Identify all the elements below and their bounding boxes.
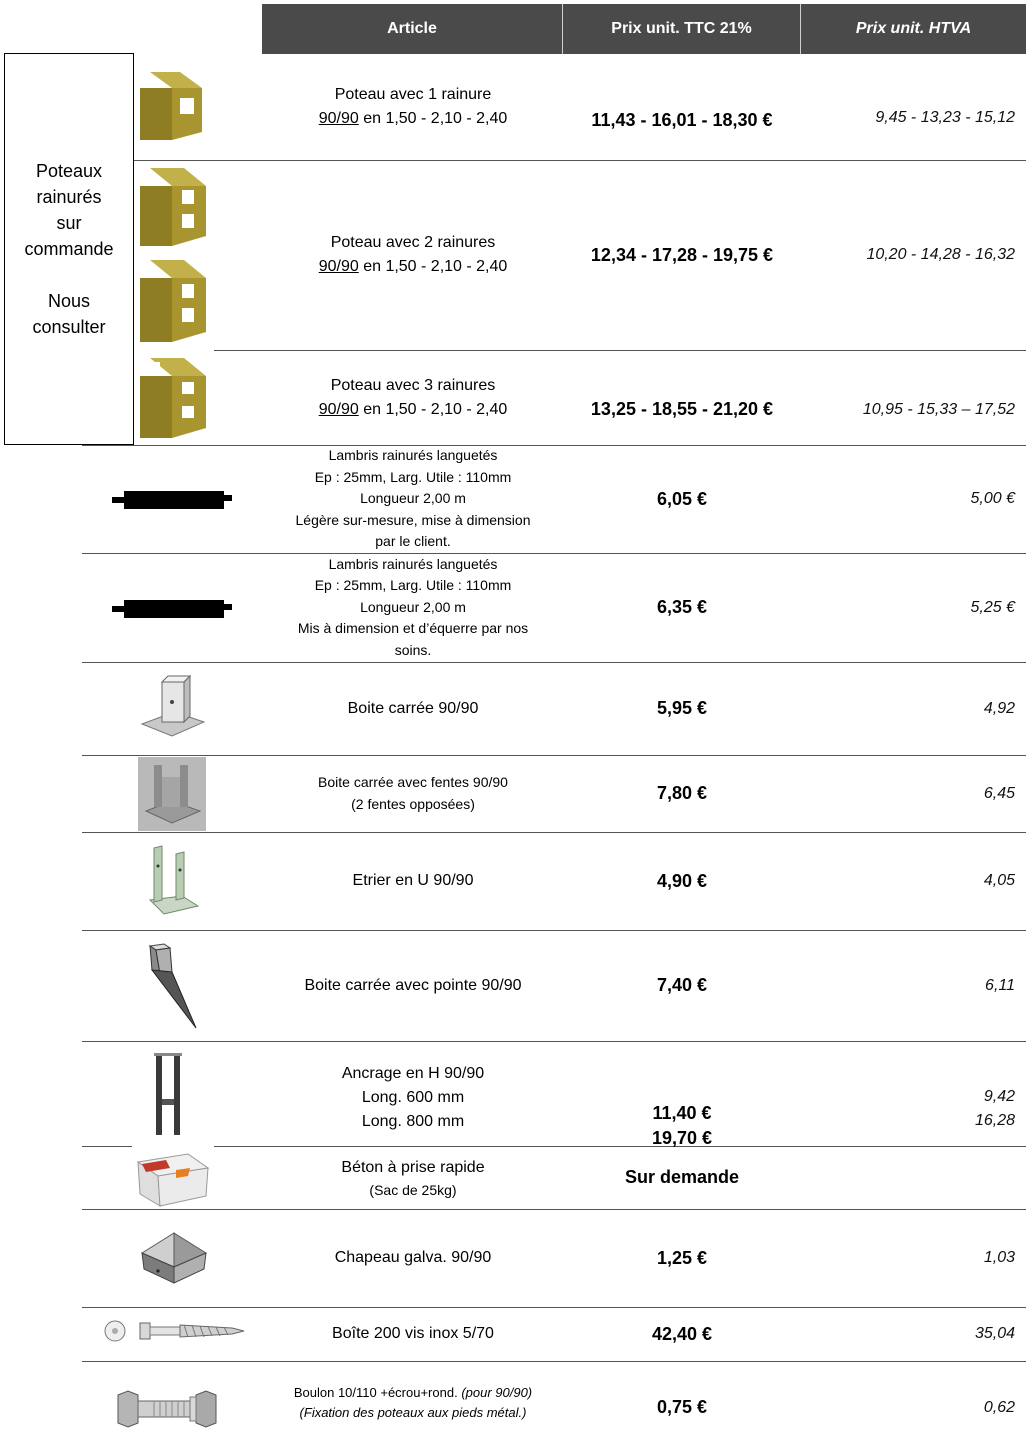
sidebox-line: Nous — [47, 291, 91, 311]
table-row — [0, 1146, 1033, 1209]
table-row — [0, 54, 1033, 160]
sidebox-line: rainurés — [36, 187, 102, 207]
h-anchor-icon — [148, 1051, 188, 1137]
sidebox-line: consulter — [32, 317, 106, 337]
header-price-htva: Prix unit. HTVA — [855, 20, 972, 37]
square-post-base-icon — [138, 672, 208, 742]
article-line: Lambris rainurés languetés — [328, 555, 498, 572]
price-htva: 1,03 — [983, 1249, 1015, 1266]
article-line: Ep : 25mm, Larg. Utile : 110mm — [314, 577, 512, 594]
price-ttc: 19,70 € — [651, 1128, 713, 1148]
price-htva: 9,42 — [983, 1088, 1015, 1105]
u-bracket-icon — [142, 840, 202, 922]
article-lengths: en 1,50 - 2,10 - 2,40 — [358, 110, 508, 127]
article-line: Long. 800 mm — [361, 1112, 465, 1130]
article-title: Béton à prise rapide — [341, 1158, 485, 1176]
price-htva: 5,25 € — [970, 598, 1015, 616]
tongue-groove-board-icon — [110, 596, 234, 622]
price-ttc: 1,25 € — [656, 1247, 708, 1268]
table-row — [0, 1361, 1033, 1454]
table-row — [0, 662, 1033, 755]
price-ttc: 6,05 € — [656, 488, 708, 509]
article-line: soins. — [394, 641, 432, 658]
article-line: Long. 600 mm — [361, 1088, 465, 1106]
header-article: Article — [262, 4, 563, 54]
sidebox-line: Poteaux — [35, 161, 103, 181]
article-line: Ep : 25mm, Larg. Utile : 110mm — [314, 468, 512, 485]
article-line: Légère sur-mesure, mise à dimension — [295, 511, 531, 528]
wood-post-2-grooves-icon — [136, 256, 212, 346]
table-row — [0, 1041, 1033, 1146]
article-line: Longueur 2,00 m — [360, 598, 466, 615]
table-row — [0, 1307, 1033, 1361]
article-title: Boîte 200 vis inox 5/70 — [332, 1325, 494, 1342]
price-ttc: 7,40 € — [656, 975, 708, 995]
article-title: Chapeau galva. 90/90 — [334, 1249, 492, 1266]
wood-post-2-grooves-icon — [136, 164, 212, 250]
slotted-post-base-icon — [138, 757, 206, 831]
price-htva: 9,45 - 13,23 - 15,12 — [875, 109, 1015, 126]
price-ttc: 13,25 - 18,55 - 21,20 € — [590, 399, 774, 419]
article-title: Poteau avec 1 rainure — [334, 86, 492, 103]
article-dim: 90/90 — [318, 258, 359, 275]
article-title: Etrier en U 90/90 — [352, 872, 474, 889]
table-row — [0, 553, 1033, 662]
bolt-icon — [114, 1387, 230, 1431]
price-htva: 0,62 — [983, 1398, 1015, 1416]
price-htva: 16,28 — [974, 1112, 1015, 1129]
wood-post-1-groove-icon — [136, 68, 208, 144]
price-ttc: Sur demande — [624, 1167, 740, 1187]
ground-spike-icon — [144, 940, 204, 1032]
article-lengths: en 1,50 - 2,10 - 2,40 — [358, 400, 508, 418]
article-note: (pour 90/90) — [461, 1384, 533, 1400]
article-sub: (Sac de 25kg) — [369, 1181, 457, 1198]
article-title: Poteau avec 2 rainures — [330, 234, 496, 251]
price-htva: 4,05 — [983, 872, 1015, 889]
price-ttc: 7,80 € — [656, 783, 708, 803]
article-line: par le client. — [375, 533, 451, 550]
article-dim: 90/90 — [318, 110, 359, 127]
article-title: Boite carrée avec pointe 90/90 — [304, 976, 522, 994]
article-lengths: en 1,50 - 2,10 - 2,40 — [358, 258, 508, 275]
price-htva: 4,92 — [983, 699, 1015, 717]
price-ttc: 42,40 € — [651, 1323, 713, 1344]
table-row — [0, 445, 1033, 553]
price-ttc: 6,35 € — [656, 597, 708, 617]
price-htva: 10,95 - 15,33 – 17,52 — [862, 400, 1015, 418]
sidebox-line: sur — [56, 213, 82, 233]
table-row — [0, 1209, 1033, 1307]
post-cap-icon — [138, 1227, 210, 1289]
price-ttc: 11,40 € — [652, 1103, 712, 1123]
table-row — [0, 832, 1033, 930]
article-title: Ancrage en H 90/90 — [341, 1064, 485, 1082]
article-title: Poteau avec 3 rainures — [330, 376, 496, 394]
wood-post-3-grooves-icon — [136, 354, 212, 442]
screw-icon — [102, 1319, 246, 1345]
price-htva: 35,04 — [974, 1325, 1015, 1342]
article-title: Boulon 10/110 +écrou+rond. — [293, 1384, 462, 1400]
tongue-groove-board-icon — [110, 487, 234, 513]
price-ttc: 0,75 € — [656, 1397, 708, 1417]
article-line: Mis à dimension et d’équerre par nos — [297, 620, 529, 637]
price-htva: 10,20 - 14,28 - 16,32 — [866, 246, 1015, 263]
article-sub: (Fixation des poteaux aux pieds métal.) — [299, 1404, 527, 1420]
concrete-bag-icon — [132, 1146, 214, 1209]
price-ttc: 5,95 € — [656, 698, 708, 718]
price-htva: 5,00 € — [970, 490, 1015, 507]
article-dim: 90/90 — [318, 400, 359, 418]
table-row — [0, 350, 1033, 445]
price-htva: 6,11 — [985, 976, 1015, 994]
article-title: Boite carrée 90/90 — [347, 699, 479, 717]
article-line: (2 fentes opposées) — [351, 795, 475, 812]
header-price-ttc: Prix unit. TTC 21% — [563, 4, 801, 54]
price-ttc: 12,34 - 17,28 - 19,75 € — [590, 244, 774, 265]
article-line: Boite carrée avec fentes 90/90 — [318, 774, 508, 790]
price-htva: 6,45 — [983, 784, 1015, 802]
table-header — [262, 4, 1026, 54]
article-line: Lambris rainurés languetés — [328, 447, 498, 464]
price-ttc: 11,43 - 16,01 - 18,30 € — [591, 110, 773, 130]
sidebox-line: commande — [24, 239, 114, 259]
table-row — [0, 160, 1033, 350]
table-row — [0, 930, 1033, 1041]
table-row — [0, 755, 1033, 832]
article-line: Longueur 2,00 m — [360, 490, 466, 507]
price-ttc: 4,90 € — [656, 870, 708, 891]
